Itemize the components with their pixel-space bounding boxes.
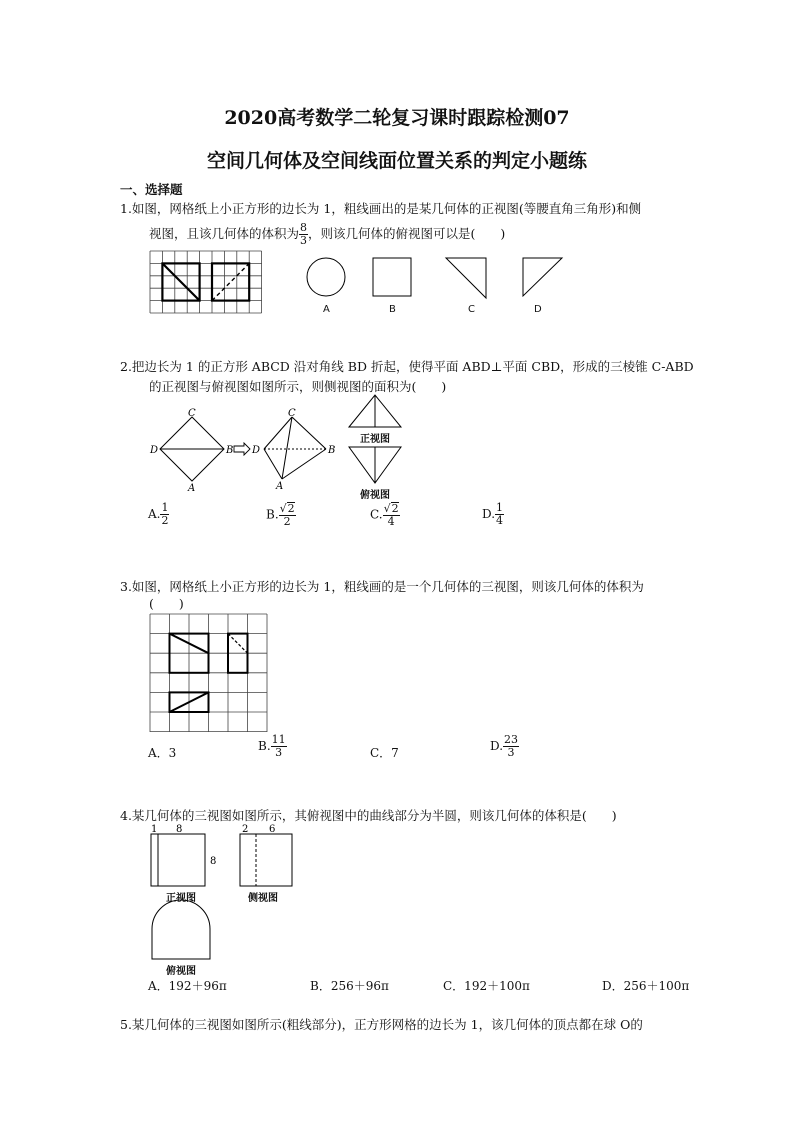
q3-opt-d-den: 3	[507, 746, 515, 759]
q4-dim-8b: 8	[210, 856, 217, 867]
q2-opt-c-den: 4	[387, 515, 395, 528]
q2-label-a1: A	[188, 483, 196, 494]
q1-choice-shapes	[300, 258, 570, 318]
q3-opt-d-num: 23	[504, 733, 519, 746]
q3-text-line1: 3.如图，网格纸上小正方形的边长为 1，粗线画的是一个几何体的三视图，则该几何体的体积为	[120, 579, 644, 594]
q2-opt-a-letter: A.	[148, 507, 161, 521]
q4-dim-2: 2	[242, 824, 249, 835]
q1-choice-c: C	[468, 304, 475, 315]
q2-label-c2: C	[288, 408, 296, 419]
q4-option-c: C．192＋100π	[443, 979, 530, 993]
q3-text-line2: ( )	[149, 596, 184, 611]
q3-opt-b-den: 3	[275, 746, 283, 759]
q1-choice-b: B	[389, 304, 396, 315]
q2-opt-b-den: 2	[283, 515, 291, 528]
q2-label-b1: B	[226, 445, 234, 456]
q2-label-d1: D	[150, 445, 159, 456]
q2-label-c1: C	[188, 408, 196, 419]
q2-opt-a-den: 2	[161, 514, 169, 527]
q2-option-d	[482, 502, 504, 527]
q3-grid-figure	[150, 614, 270, 734]
q4-front-view-label: 正视图	[166, 893, 196, 904]
q2-label-d2: D	[252, 445, 261, 456]
q1-choice-d: D	[534, 304, 542, 315]
q2-opt-c-num: 2	[391, 502, 399, 515]
q1-text-line1: 1.如图，网格纸上小正方形的边长为 1，粗线画出的是某几何体的正视图(等腰直角三角形)和侧	[120, 201, 642, 216]
page-subtitle: 空间几何体及空间线面位置关系的判定小题练	[206, 150, 587, 172]
q4-top-view-label: 俯视图	[166, 966, 196, 977]
q2-opt-b-letter: B.	[266, 507, 279, 522]
q2-opt-b-num: 2	[287, 502, 295, 515]
q3-opt-b-num: 11	[271, 733, 286, 746]
q4-dim-8a: 8	[176, 824, 183, 835]
q3-option-c: C．7	[370, 746, 399, 760]
q1-grid-figure	[150, 251, 262, 316]
q2-top-view-label: 俯视图	[360, 490, 390, 501]
q3-option-d	[490, 734, 519, 759]
q3-opt-b-letter: B.	[258, 739, 271, 753]
q2-text-line2: 的正视图与俯视图如图所示，则侧视图的面积为( )	[149, 379, 447, 394]
q2-opt-d-den: 4	[496, 514, 504, 527]
q2-opt-c-letter: C.	[370, 507, 383, 522]
q1-text-b: 视图，且该几何体的体积为	[149, 226, 300, 241]
q3-opt-d-letter: D.	[490, 739, 504, 753]
q4-dim-6: 6	[269, 824, 276, 835]
page-title: 2020高考数学二轮复习课时跟踪检测07	[224, 107, 570, 129]
q1-text-line2	[149, 222, 505, 247]
q1-vol-den: 3	[300, 234, 308, 247]
q1-vol-num: 8	[300, 221, 308, 234]
q3-option-a: A．3	[148, 746, 177, 760]
q4-option-d: D．256＋100π	[602, 979, 690, 993]
fold-arrow-icon	[234, 443, 250, 455]
q2-option-b: B. $\frac{√2}{2}$	[266, 502, 295, 528]
section-heading: 一、选择题	[120, 182, 183, 197]
q2-opt-d-letter: D.	[482, 507, 496, 521]
q2-label-b2: B	[328, 445, 336, 456]
q2-opt-d-num: 1	[496, 501, 504, 514]
q2-text-line1: 2.把边长为 1 的正方形 ABCD 沿对角线 BD 折起，使得平面 ABD⊥平面 CBD，形成的三棱锥 C-ABD	[120, 359, 694, 374]
q5-text: 5.某几何体的三视图如图所示(粗线部分)，正方形网格的边长为 1，该几何体的顶点都在球 O的	[120, 1017, 643, 1032]
q3-option-b	[258, 734, 287, 759]
q2-option-c: C. $\frac{√2}{4}$	[370, 502, 399, 528]
q2-opt-a-num: 1	[161, 501, 169, 514]
q4-option-b: B．256＋96π	[310, 979, 389, 993]
q2-option-a	[148, 502, 169, 527]
q2-front-view-label: 正视图	[360, 434, 390, 445]
q1-choice-a: A	[323, 304, 330, 315]
q4-text: 4.某几何体的三视图如图所示，其俯视图中的曲线部分为半圆，则该几何体的体积是( )	[120, 808, 617, 823]
q2-label-a2: A	[276, 481, 284, 492]
q1-text-c: ，则该几何体的俯视图可以是( )	[308, 226, 506, 241]
q1-volume-fraction	[299, 222, 308, 247]
q4-side-view-label: 侧视图	[248, 893, 278, 904]
q4-dim-1: 1	[151, 824, 158, 835]
q4-option-a: A．192＋96π	[148, 979, 227, 993]
